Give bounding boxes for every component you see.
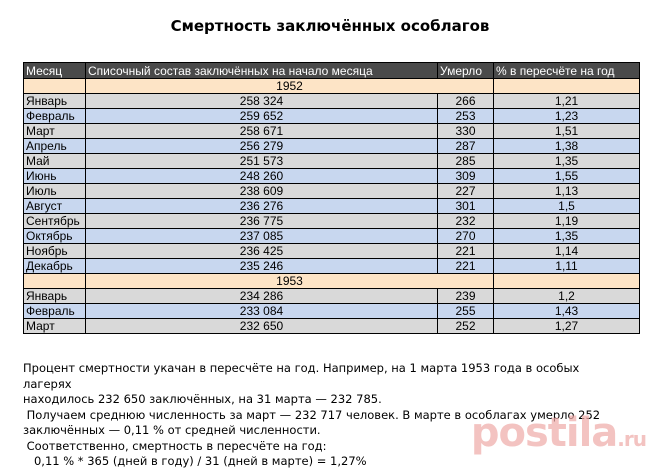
- table-row: [24, 94, 640, 109]
- month-cell: Август: [24, 199, 86, 214]
- page-title: Смертность заключённых особлагов: [170, 17, 490, 35]
- month-cell: Июль: [24, 184, 86, 199]
- died-cell: 227: [438, 184, 494, 199]
- died-cell: 266: [438, 94, 494, 109]
- headcount-cell: 258 671: [86, 124, 438, 139]
- died-cell: 253: [438, 109, 494, 124]
- died-cell: 232: [438, 214, 494, 229]
- percent-cell: 1,43: [494, 304, 640, 319]
- month-cell: Январь: [24, 289, 86, 304]
- headcount-cell: 256 279: [86, 139, 438, 154]
- percent-cell: 1,21: [494, 94, 640, 109]
- note-line: Получаем среднюю численность за март — 232 717 человек. В марте в особлагах умерло 252: [23, 407, 601, 422]
- note-line: заключённых — 0,11 % от средней численности.: [23, 423, 321, 437]
- month-cell: Октябрь: [24, 229, 86, 244]
- table-row: [24, 289, 640, 304]
- month-cell: Апрель: [24, 139, 86, 154]
- table-body: [24, 79, 640, 334]
- percent-cell: 1,27: [494, 319, 640, 334]
- died-cell: 239: [438, 289, 494, 304]
- percent-cell: 1,35: [494, 229, 640, 244]
- table-row: [24, 229, 640, 244]
- year-row: [24, 274, 640, 289]
- header-annual-percent: % в пересчёте на год: [494, 63, 640, 79]
- year-spacer: [494, 79, 640, 94]
- note-line: Соответственно, смертность в пересчёте на год:: [23, 438, 327, 453]
- percent-cell: 1,11: [494, 259, 640, 274]
- year-spacer: [24, 274, 86, 289]
- died-cell: 221: [438, 259, 494, 274]
- year-row: [24, 79, 640, 94]
- header-died: Умерло: [438, 63, 494, 79]
- month-cell: Ноябрь: [24, 244, 86, 259]
- headcount-cell: 233 084: [86, 304, 438, 319]
- headcount-cell: 232 650: [86, 319, 438, 334]
- month-cell: Май: [24, 154, 86, 169]
- percent-cell: 1,51: [494, 124, 640, 139]
- headcount-cell: 236 775: [86, 214, 438, 229]
- table-row: [24, 109, 640, 124]
- headcount-cell: 234 286: [86, 289, 438, 304]
- mortality-table: [23, 62, 640, 334]
- note-line: находилось 232 650 заключённых, на 31 марта — 232 785.: [23, 392, 382, 406]
- died-cell: 252: [438, 319, 494, 334]
- month-cell: Февраль: [24, 109, 86, 124]
- died-cell: 287: [438, 139, 494, 154]
- percent-cell: 1,14: [494, 244, 640, 259]
- headcount-cell: 258 324: [86, 94, 438, 109]
- headcount-cell: 248 260: [86, 169, 438, 184]
- table-row: [24, 244, 640, 259]
- table-row: [24, 304, 640, 319]
- month-cell: Июнь: [24, 169, 86, 184]
- header-month: Месяц: [24, 63, 86, 79]
- year-spacer: [494, 274, 640, 289]
- percent-cell: 1,13: [494, 184, 640, 199]
- died-cell: 270: [438, 229, 494, 244]
- percent-cell: 1,55: [494, 169, 640, 184]
- month-cell: Декабрь: [24, 259, 86, 274]
- month-cell: Январь: [24, 94, 86, 109]
- died-cell: 301: [438, 199, 494, 214]
- headcount-cell: 251 573: [86, 154, 438, 169]
- month-cell: Март: [24, 124, 86, 139]
- month-cell: Февраль: [24, 304, 86, 319]
- note-line: Процент смертности укачан в пересчёте на год. Например, на 1 марта 1953 года в особых лагерях: [23, 361, 580, 391]
- headcount-cell: 235 246: [86, 259, 438, 274]
- note-line: 0,11 % * 365 (дней в году) / 31 (дней в марте) = 1,27%: [23, 454, 367, 468]
- headcount-cell: 259 652: [86, 109, 438, 124]
- percent-cell: 1,35: [494, 154, 640, 169]
- year-label: 1952: [86, 79, 494, 94]
- postila-watermark: postila.ru: [470, 410, 646, 456]
- headcount-cell: 236 425: [86, 244, 438, 259]
- table-row: [24, 169, 640, 184]
- table-row: [24, 259, 640, 274]
- percent-cell: 1,23: [494, 109, 640, 124]
- died-cell: 285: [438, 154, 494, 169]
- percent-cell: 1,2: [494, 289, 640, 304]
- year-label: 1953: [86, 274, 494, 289]
- headcount-cell: 238 609: [86, 184, 438, 199]
- headcount-cell: 237 085: [86, 229, 438, 244]
- month-cell: Март: [24, 319, 86, 334]
- table-row: [24, 319, 640, 334]
- died-cell: 309: [438, 169, 494, 184]
- year-spacer: [24, 79, 86, 94]
- table-row: [24, 199, 640, 214]
- died-cell: 255: [438, 304, 494, 319]
- percent-cell: 1,38: [494, 139, 640, 154]
- died-cell: 330: [438, 124, 494, 139]
- headcount-cell: 236 276: [86, 199, 438, 214]
- table-row: [24, 154, 640, 169]
- table-row: [24, 139, 640, 154]
- header-headcount: Списочный состав заключённых на начало месяца: [86, 63, 438, 79]
- table-row: [24, 124, 640, 139]
- percent-cell: 1,19: [494, 214, 640, 229]
- percent-cell: 1,5: [494, 199, 640, 214]
- died-cell: 221: [438, 244, 494, 259]
- table-header-row: [24, 63, 640, 79]
- month-cell: Сентябрь: [24, 214, 86, 229]
- table-row: [24, 184, 640, 199]
- table-row: [24, 214, 640, 229]
